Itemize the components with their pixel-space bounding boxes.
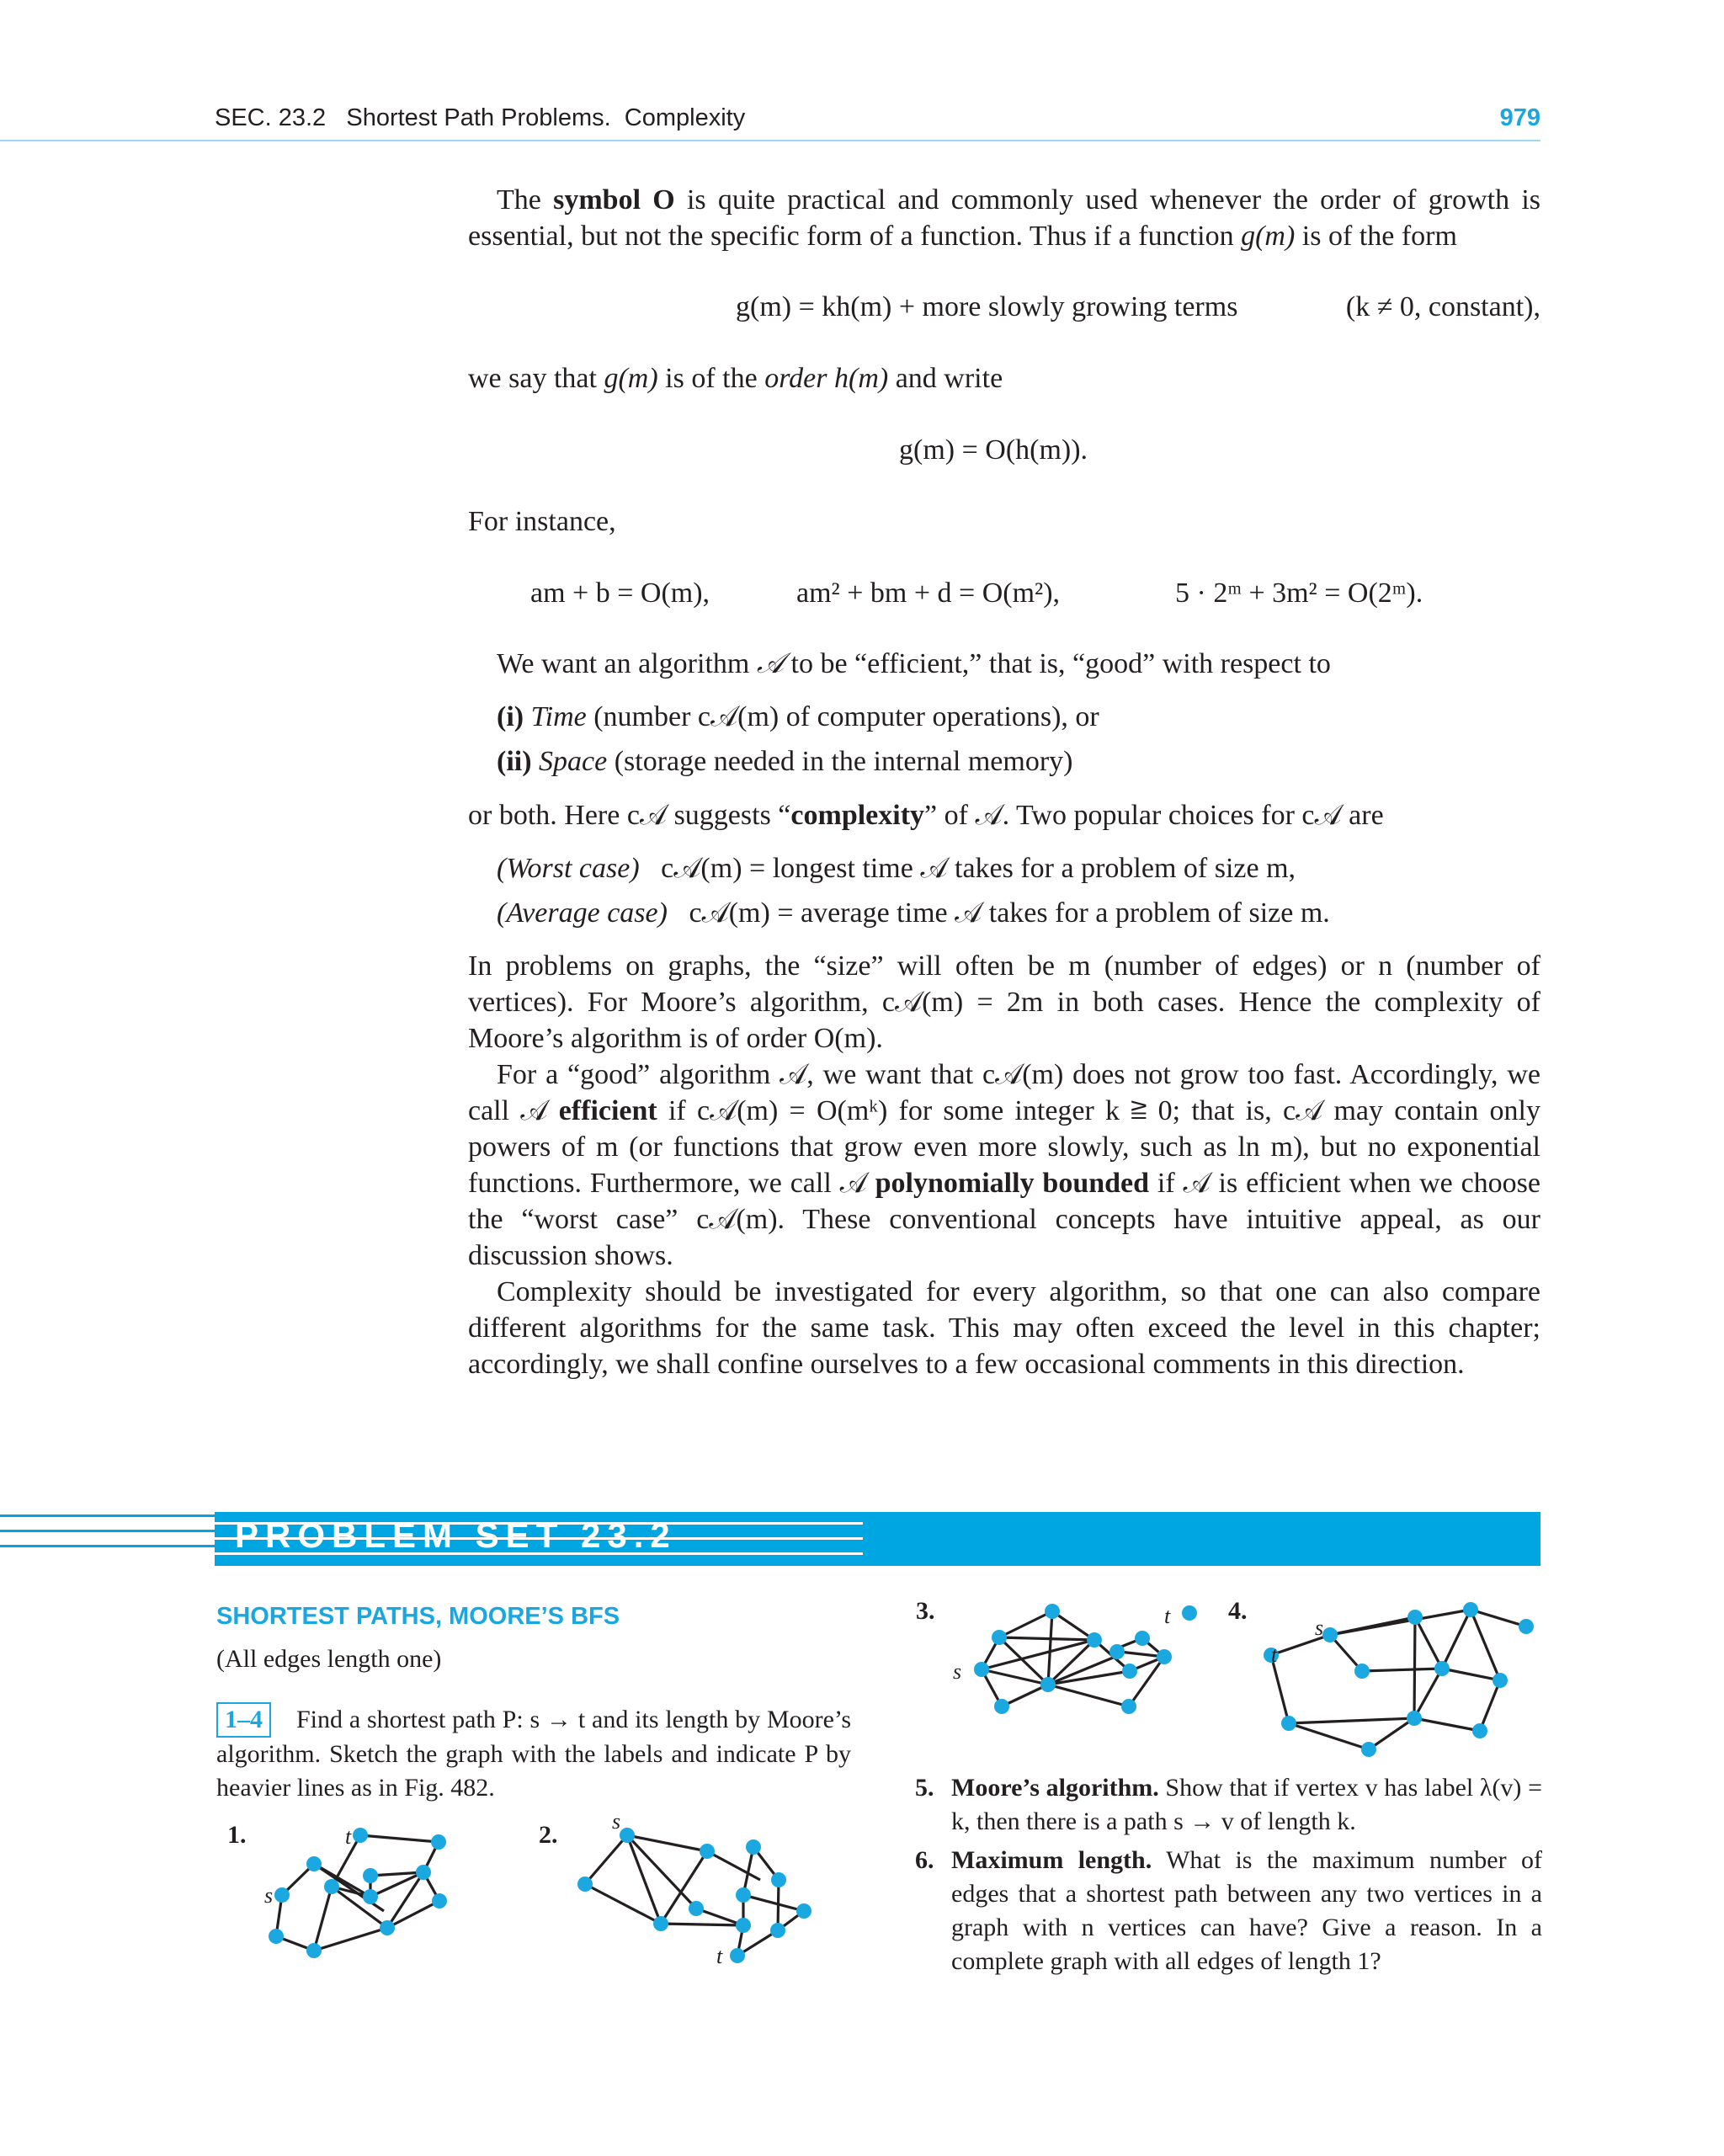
graph-4-label-s: s — [1315, 1616, 1324, 1640]
problem-6: 6. Maximum length. What is the maximum number of edges that a shortest path between any two vertices in a graph with n vertices can have? Give a reason. In a complete graph with all edges of length 1? — [915, 1846, 1543, 1975]
problem-group-subheading: (All edges length one) — [216, 1645, 442, 1673]
graph-2-label-s: s — [612, 1809, 621, 1834]
paragraph-complexity: or both. Here c𝒜 suggests “complexity” of 𝒜. Two popular choices for c𝒜 are — [468, 800, 1384, 831]
problem-1-number: 1. — [227, 1821, 247, 1849]
graph-1-label-s: s — [264, 1883, 274, 1908]
section-label: SEC. 23.2 Shortest Path Problems. Complexity — [215, 104, 746, 131]
paragraph-polynomially-bounded: For a “good” algorithm 𝒜, we want that c𝒜(m) does not grow too fast. Accordingly, we call 𝒜 efficient if c𝒜(m) = O(mᵏ) for some integer k ≧ 0; that is, c𝒜 may contain only powers of m (or functions that grow even more slowly, such as ln m), but no exponential functions. Furthermore, we call 𝒜 polynomially bounded if 𝒜 is efficient when we choose the “worst case” c𝒜(m). These conventional concepts have intuitive appeal, as our discussion shows. — [468, 1059, 1540, 1271]
problem-instruction: 1–4 Find a shortest path P: s → t and its length by Moore’s algorithm. Sketch the graph with the labels and indicate P by heavier lines as in Fig. 482. — [216, 1702, 851, 1805]
problem-range-box: 1–4 — [216, 1702, 271, 1738]
header-rule — [0, 140, 1540, 141]
list-item-space: (ii) Space (storage needed in the internal memory) — [497, 746, 1073, 777]
page-number: 979 — [1499, 104, 1540, 131]
worst-case-line: (Worst case) c𝒜(m) = longest time 𝒜 takes for a problem of size m, — [497, 853, 1296, 884]
list-item-time: (i) Time (number c𝒜(m) of computer operations), or — [497, 701, 1099, 732]
graph-3-label-s: s — [953, 1659, 962, 1684]
problem-5: 5. Moore’s algorithm. Show that if vertex v has label λ(v) = k, then there is a path s → v of length k. — [915, 1774, 1542, 1835]
equation-big-o: g(m) = O(h(m)). — [899, 434, 1088, 466]
problem-3-number: 3. — [916, 1597, 935, 1625]
running-header — [215, 104, 1540, 138]
average-case-line: (Average case) c𝒜(m) = average time 𝒜 takes for a problem of size m. — [497, 897, 1330, 929]
paragraph-investigate: Complexity should be investigated for every algorithm, so that one can also compare different algorithms for the same task. This may often exceed the level in this chapter; accordingly, we shall confine ourselves to a few occasional comments in this direction. — [468, 1276, 1540, 1380]
equation-order: g(m) = kh(m) + more slowly growing terms (k ≠ 0, constant), — [736, 291, 1540, 322]
graph-2-label-t: t — [716, 1944, 723, 1968]
paragraph-symbol-o: The symbol O is quite practical and commonly used whenever the order of growth is essential, but not the specific form of a function. Thus if a function g(m) is of the form — [468, 184, 1540, 252]
problem-group-heading: SHORTEST PATHS, MOORE’S BFS — [216, 1603, 620, 1630]
problem-set-title: PROBLEM SET 23.2 — [235, 1515, 677, 1555]
main-text — [468, 182, 1540, 1382]
paragraph-efficient: We want an algorithm 𝒜 to be “efficient,” that is, “good” with respect to — [497, 648, 1331, 679]
graph-3-label-t: t — [1164, 1604, 1171, 1628]
paragraph-graph-size: In problems on graphs, the “size” will often be m (number of edges) or n (number of vertices). For Moore’s algorithm, c𝒜(m) = 2m in both cases. Hence the complexity of Moore’s algorithm is of order O(m). — [468, 950, 1540, 1054]
equation-examples: am + b = O(m), am² + bm + d = O(m²), 5 · 2ᵐ + 3m² = O(2ᵐ). — [530, 578, 1423, 609]
graph-1-label-t: t — [345, 1824, 352, 1849]
problem-2-number: 2. — [539, 1821, 558, 1849]
paragraph-instance: For instance, — [468, 506, 616, 537]
problem-4-number: 4. — [1228, 1597, 1248, 1625]
paragraph-order: we say that g(m) is of the order h(m) and write — [468, 363, 1003, 394]
graph-4-label-t: t — [1271, 1642, 1278, 1667]
